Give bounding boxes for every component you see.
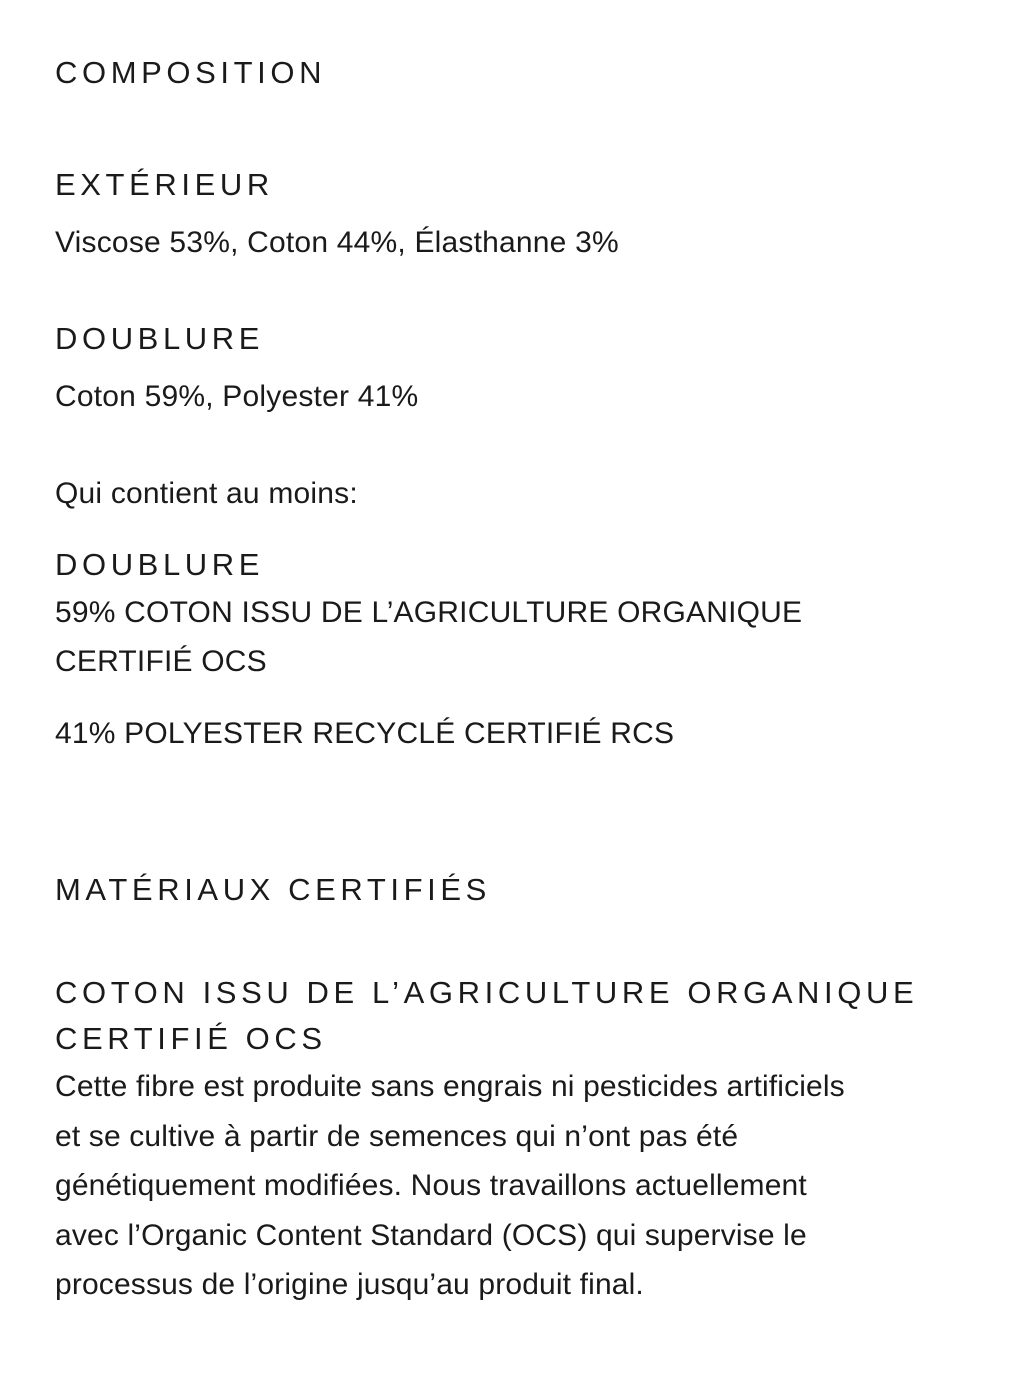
lining-certified-line-3: 41% POLYESTER RECYCLÉ CERTIFIÉ RCS <box>55 717 675 750</box>
certified-materials-title: MATÉRIAUX CERTIFIÉS <box>55 872 491 907</box>
exterior-value: Viscose 53%, Coton 44%, Élasthanne 3% <box>55 226 619 259</box>
certified-item-title-line-1: COTON ISSU DE L’AGRICULTURE ORGANIQUE <box>55 975 919 1010</box>
lining-value: Coton 59%, Polyester 41% <box>55 380 419 413</box>
contains-note: Qui contient au moins: <box>55 477 358 510</box>
lining-certified-line-2: CERTIFIÉ OCS <box>55 645 267 678</box>
description-line: processus de l’origine jusqu’au produit final. <box>55 1268 644 1302</box>
description-line: génétiquement modifiées. Nous travaillons actuellement <box>55 1169 807 1203</box>
description-line: Cette fibre est produite sans engrais ni pesticides artificiels <box>55 1070 845 1103</box>
description-line: et se cultive à partir de semences qui n’ont pas été <box>55 1119 739 1153</box>
certified-item-title-line-2: CERTIFIÉ OCS <box>55 1021 327 1056</box>
certified-item-description <box>55 1062 1005 1310</box>
lining-certified-label: DOUBLURE <box>55 547 265 582</box>
composition-title: COMPOSITION <box>55 55 327 90</box>
exterior-label: EXTÉRIEUR <box>55 167 274 202</box>
description-line: avec l’Organic Content Standard (OCS) qui supervise le <box>55 1218 807 1252</box>
lining-label: DOUBLURE <box>55 321 265 356</box>
lining-certified-line-1: 59% COTON ISSU DE L’AGRICULTURE ORGANIQUE <box>55 596 803 629</box>
